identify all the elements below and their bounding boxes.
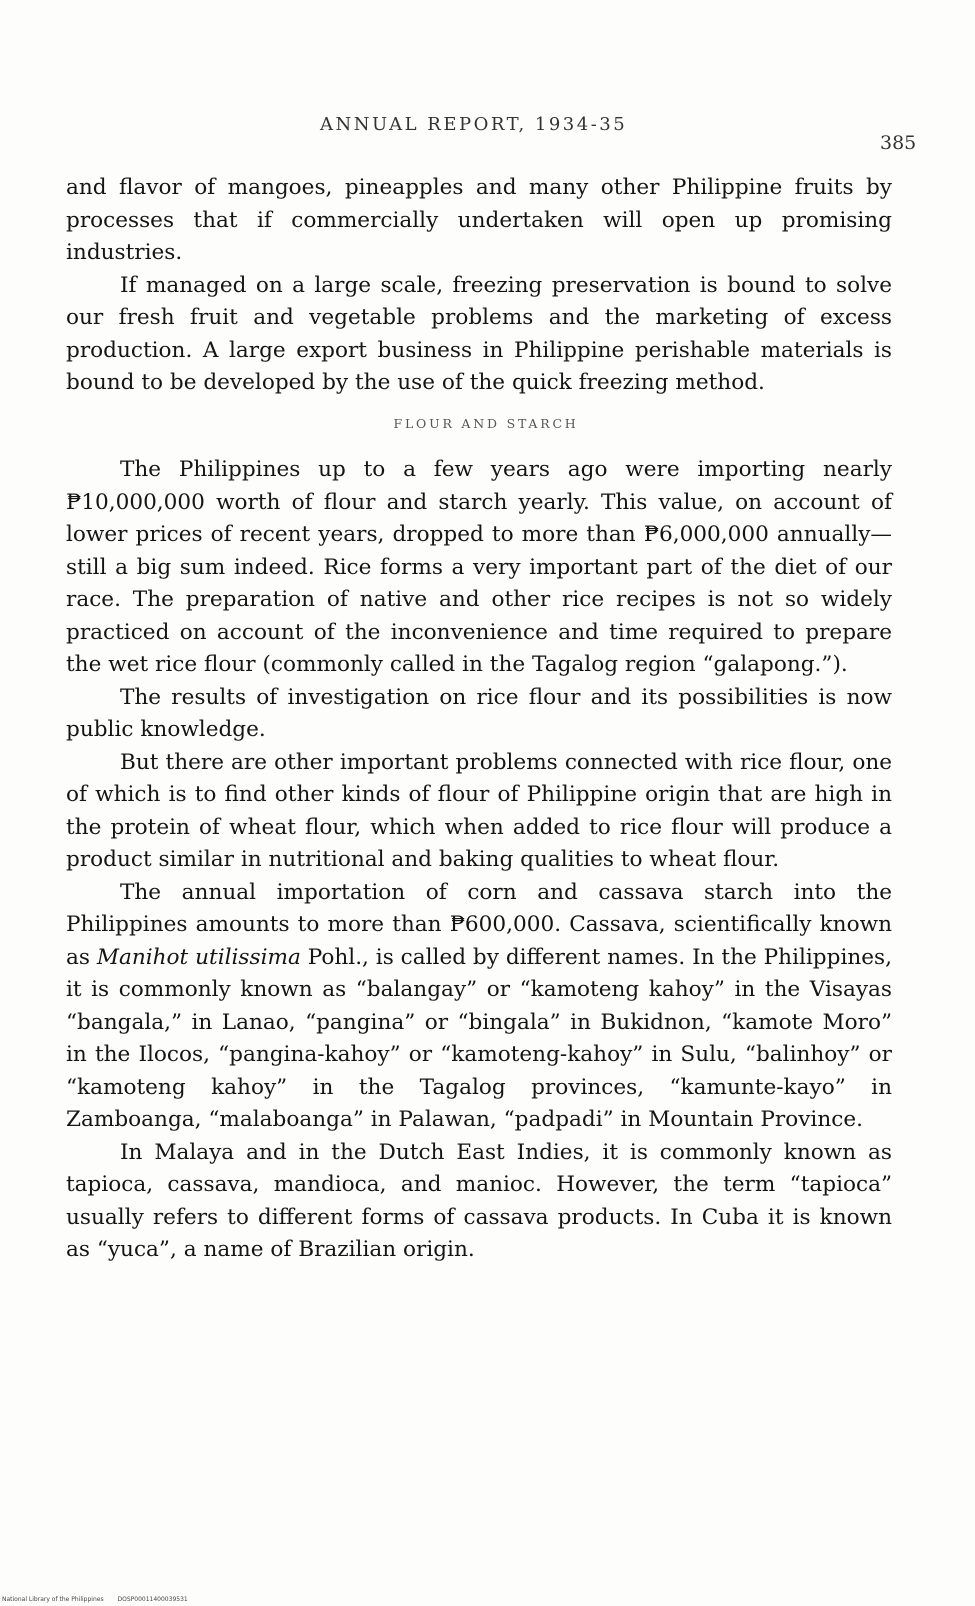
scan-footer bbox=[2, 1596, 188, 1603]
library-name: National Library of the Philippines bbox=[2, 1596, 104, 1603]
paragraph-rice-flour-results: The results of investigation on rice flour and its possibilities is now public knowledge. bbox=[66, 684, 892, 742]
paragraph-protein-problem: But there are other important problems connected with rice flour, one of which is to find other kinds of flour of Philippine origin that are high in the protein of wheat flour, which when added to rice flour will produce a product similar in nutritional and baking qualities to wheat flour. bbox=[66, 749, 892, 872]
cassava-text-start: The annual importation of corn and cassava starch into the Philippines amounts to more than ₱600,000. Cassava, scientifically known as bbox=[66, 879, 892, 970]
scan-code: DOSP00011400039531 bbox=[117, 1596, 188, 1603]
paragraph-cassava-names bbox=[66, 877, 892, 1137]
paragraph-tapioca: In Malaya and in the Dutch East Indies, it is commonly known as tapioca, cassava, mandioca, and manioc. However, the term “tapioca” usually refers to different forms of cassava products. In Cuba it is known as “yuca”, a name of Brazilian origin. bbox=[66, 1139, 892, 1262]
section-heading: FLOUR AND STARCH bbox=[393, 415, 579, 431]
species-name: Manihot utilissima bbox=[96, 944, 301, 970]
running-header bbox=[0, 114, 975, 154]
page-number: 385 bbox=[880, 132, 917, 154]
paragraph-freezing: If managed on a large scale, freezing preservation is bound to solve our fresh fruit and vegetable problems and the marketing of excess production. A large export business in Philippine perishable materials is bound to be developed by the use of the quick freezing method. bbox=[66, 272, 892, 395]
paragraph-continuation: and flavor of mangoes, pineapples and many other Philippine fruits by processes that if commercially undertaken will open up promising industries. bbox=[66, 175, 892, 265]
body-text bbox=[66, 172, 892, 1267]
paragraph-imports: The Philippines up to a few years ago were importing nearly ₱10,000,000 worth of flour and starch yearly. This value, on account of lower prices of recent years, dropped to more than ₱6,000,000 annually—still a big sum indeed. Rice forms a very important part of the diet of our race. The preparation of native and other rice recipes is not so widely practiced on account of the inconvenience and time required to prepare the wet rice flour (commonly called in the Tagalog region “galapong.”). bbox=[66, 457, 892, 677]
report-title: ANNUAL REPORT, 1934-35 bbox=[320, 114, 628, 135]
cassava-text-end: Pohl., is called by different names. In the Philippines, it is commonly known as “balangay” or “kamoteng kahoy” in the Visayas “bangala,” in Lanao, “pangina” or “bingala” in Bukidnon, “kamote Moro” in the Ilocos, “pangina-kahoy” or “kamoteng-kahoy” in Sulu, “balinhoy” or “kamoteng kahoy” in the Tagalog provinces, “kamunte-kayo” in Zamboanga, “malaboanga” in Palawan, “padpadi” in Mountain Province. bbox=[66, 944, 892, 1132]
